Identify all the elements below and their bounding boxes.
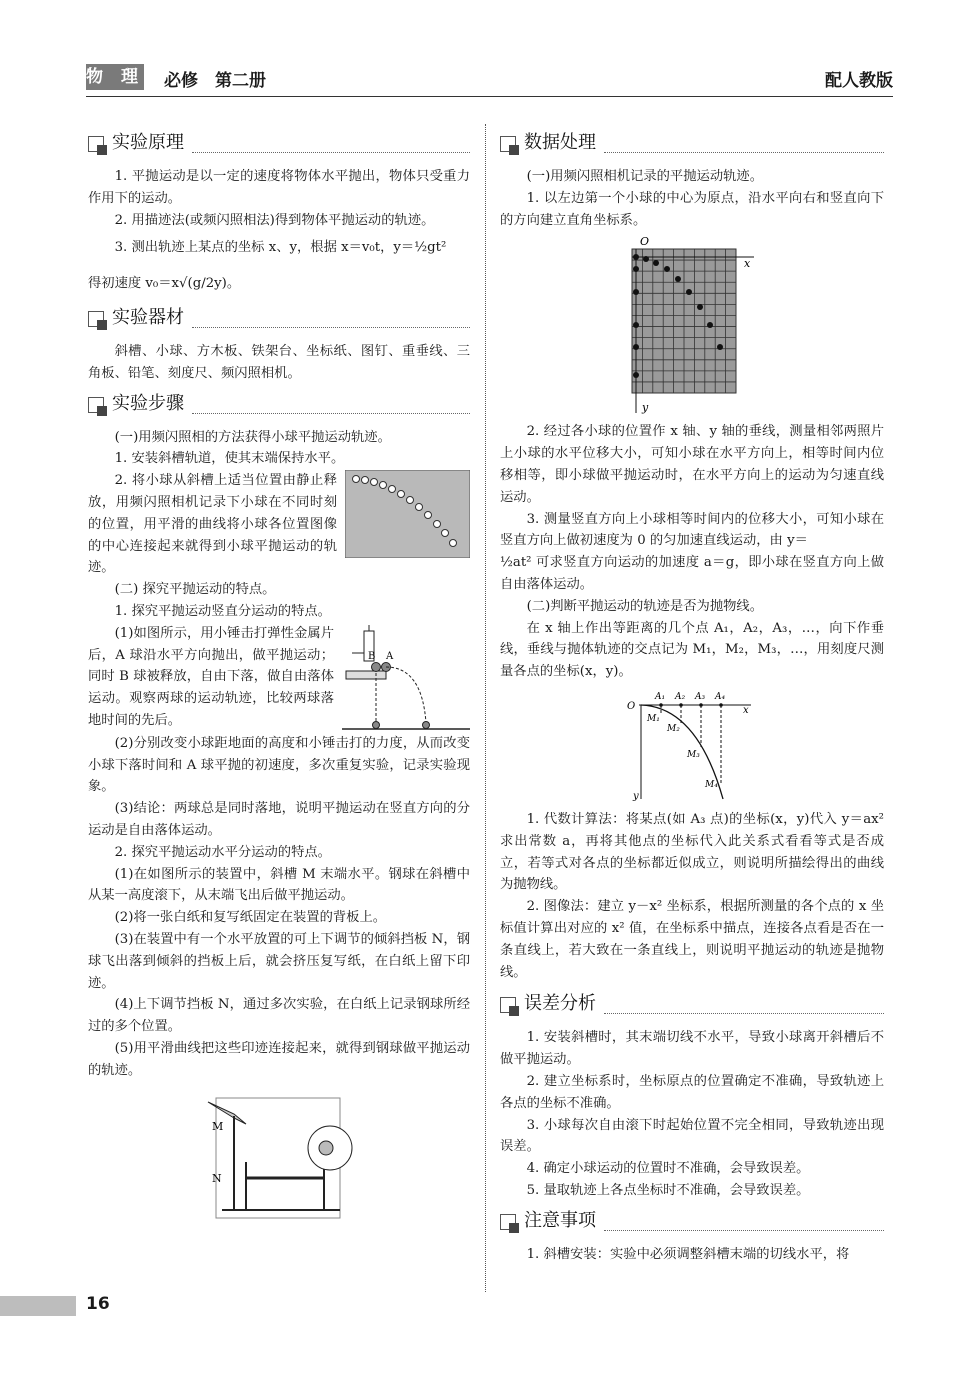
paragraph: 5. 量取轨迹上各点坐标时不准确，会导致误差。: [526, 1182, 810, 1198]
paragraph: 1. 探究平抛运动竖直分运动的特点。: [114, 603, 331, 619]
page-header: [86, 58, 893, 97]
section-title: 实验器材: [112, 306, 184, 328]
label-n: N: [212, 1171, 222, 1185]
grid-photo-figure: [622, 235, 762, 415]
section-box-icon: [500, 997, 516, 1013]
footer-bar: [0, 1296, 76, 1316]
incline-board-figure: [194, 1092, 364, 1222]
paragraph: 3. 小球每次自由滚下时起始位置不完全相同，导致轨迹出现误差。: [500, 1117, 884, 1155]
paragraph: (1)在如图所示的装置中，斜槽 M 末端水平。钢球在斜槽中从某一高度滚下，从末端飞出后做平抛运动。: [88, 866, 470, 904]
point-a4-label: A₄: [715, 691, 726, 702]
section-rule: [604, 1013, 884, 1014]
paragraph: 1. 安装斜槽轨道，使其末端保持水平。: [114, 451, 345, 467]
section-heading-data: [500, 130, 884, 160]
parabola-points-figure: [627, 687, 757, 805]
section-heading-error: [500, 991, 884, 1021]
hammer-apparatus-figure: [342, 623, 470, 733]
origin-label: O: [640, 235, 650, 249]
section-box-icon: [500, 1214, 516, 1230]
page-number: 16: [86, 1294, 110, 1314]
point-m2-label: M₂: [667, 723, 680, 734]
paragraph: 2. 探究平抛运动水平分运动的特点。: [114, 844, 331, 860]
section-rule: [604, 152, 884, 153]
section-title: 注意事项: [524, 1209, 596, 1231]
section-heading-equipment: [88, 305, 470, 335]
label-m: M: [212, 1119, 224, 1133]
paragraph: 1. 安装斜槽时，其末端切线不水平，导致小球离开斜槽后不做平抛运动。: [500, 1030, 884, 1068]
paragraph: 1. 以左边第一个小球的中心为原点，沿水平向右和竖直向下的方向建立直角坐标系。: [500, 190, 884, 228]
paragraph: (2)分别改变小球距地面的高度和小锤击打的力度，从而改变小球下落时间和 A 球平抛的初速度，多次重复实验，记录实验现象。: [88, 735, 470, 795]
step-ab-block: [88, 623, 470, 733]
right-column: [500, 128, 884, 1266]
point-m4-label: M₄: [705, 779, 718, 790]
section-title: 实验原理: [112, 132, 184, 153]
x-axis-label: x: [744, 257, 751, 271]
paragraph: (一)用频闪照相的方法获得小球平抛运动轨迹。: [114, 429, 391, 445]
paragraph: (3)结论：两球总是同时落地，说明平抛运动在竖直方向的分运动是自由落体运动。: [88, 801, 470, 838]
paragraph: 4. 确定小球运动的位置时不准确，会导致误差。: [526, 1161, 810, 1177]
section-box-icon: [88, 311, 104, 327]
paragraph: (4)上下调节挡板 N，通过多次实验，在白纸上记录钢球所经过的多个位置。: [88, 997, 470, 1035]
point-m3-label: M₃: [687, 749, 700, 760]
ball-b-label: B: [368, 650, 376, 662]
paragraph: 1. 平抛运动是以一定的速度将物体水平抛出，物体只受重力作用下的运动。: [88, 169, 470, 206]
paragraph: 斜槽、小球、方木板、铁架台、坐标纸、图钉、重垂线、三角板、铅笔、刻度尺、频闪照相机。: [88, 343, 470, 381]
paragraph: (一)用频闪照相机记录的平抛运动轨迹。: [526, 169, 764, 184]
paragraph: 得初速度 v₀＝x√(g/2y)。: [88, 276, 241, 292]
section-heading-notes: [500, 1208, 884, 1238]
section-box-icon: [500, 136, 516, 152]
section-rule: [192, 327, 470, 328]
paragraph: ½at² 可求竖直方向运动的加速度 a＝g，即小球在竖直方向上做自由落体运动。: [500, 555, 884, 592]
edition-label: 配人教版: [825, 71, 893, 91]
point-a3-label: A₃: [695, 691, 706, 702]
paragraph: (1)如图所示，用小锤击打弹性金属片后，A 球沿水平方向抛出，做平抛运动；同时 B 球被释放，自由下落，做自由落体运动。观察两球的运动轨迹，比较两球落地时间的先后。: [88, 625, 334, 728]
x-axis-label: x: [743, 704, 749, 716]
paragraph: 2. 建立坐标系时，坐标原点的位置确定不准确，导致轨迹上各点的坐标不准确。: [500, 1073, 884, 1111]
strobe-photo-figure: [345, 470, 470, 558]
paragraph: 2. 图像法：建立 y－x² 坐标系，根据所测量的各个点的 x 坐标值计算出对应的 x² 值，在坐标系中描点，连接各点看是否在一条直线上，若大致在一条直线上，则说明平抛运动的轨迹是抛物线。: [500, 899, 884, 980]
paragraph: (3)在装置中有一个水平放置的可上下调节的倾斜挡板 N，钢球飞出落到倾斜的挡板上后，就会挤压复写纸，在白纸上留下印迹。: [88, 931, 470, 991]
left-column: [88, 128, 470, 1226]
book-title: 必修 第二册: [164, 71, 266, 91]
paragraph: 2. 用描迹法(或频闪照相法)得到物体平抛运动的轨迹。: [114, 212, 435, 228]
point-a2-label: A₂: [675, 691, 686, 702]
section-heading-principle: [88, 130, 470, 160]
section-rule: [192, 413, 470, 414]
y-axis-label: y: [633, 790, 639, 802]
subject-tag: 物 理: [86, 64, 144, 90]
paragraph: 3. 测量竖直方向上小球相等时间内的位移大小，可知小球在竖直方向上做初速度为 0 的匀加速直线运动，由 y＝: [500, 511, 884, 549]
section-title: 数据处理: [524, 132, 596, 153]
paragraph: (二) 探究平抛运动的特点。: [114, 582, 276, 598]
step2-block: [88, 470, 470, 579]
column-divider: [485, 124, 486, 1292]
paragraph: (5)用平滑曲线把这些印迹连接起来，就得到钢球做平抛运动的轨迹。: [88, 1040, 470, 1078]
section-title: 误差分析: [524, 993, 596, 1015]
ball-a-label: A: [386, 650, 394, 662]
origin-label: O: [627, 700, 636, 712]
section-rule: [192, 152, 470, 153]
paragraph: (二)判断平抛运动的轨迹是否为抛物线。: [526, 598, 764, 614]
paragraph: 1. 斜槽安装：实验中必须调整斜槽末端的切线水平，将: [526, 1246, 850, 1262]
paragraph: 2. 将小球从斜槽上适当位置由静止释放，用频闪照相机记录下小球在不同时刻的位置，用平滑的曲线将小球各位置图像的中心连接起来就得到小球平抛运动的轨迹。: [88, 473, 337, 576]
y-axis-label: y: [642, 401, 649, 415]
paragraph: (2)将一张白纸和复写纸固定在装置的背板上。: [114, 910, 387, 926]
paragraph: 2. 经过各小球的位置作 x 轴、y 轴的垂线，测量相邻两照片上小球的水平位移大小，可知小球在水平方向上，相等时间内位移相等，即小球做平抛运动时，在水平方向上的运动为匀速直线运动。: [500, 424, 884, 505]
point-m1-label: M₁: [647, 713, 660, 724]
section-title: 实验步骤: [112, 392, 184, 414]
section-box-icon: [88, 136, 104, 152]
paragraph: 在 x 轴上作出等距离的几个点 A₁，A₂，A₃，…，向下作垂线，垂线与抛体轨迹的交点记为 M₁，M₂，M₃，…，用刻度尺测量各点的坐标(x，y)。: [500, 620, 884, 680]
paragraph: 1. 代数计算法：将某点(如 A₃ 点)的坐标(x，y)代入 y＝ax² 求出常数 a，再将其他点的坐标代入此关系式看看等式是否成立，若等式对各点的坐标都近似成立，则说明所描绘得出的曲线为抛物线。: [500, 811, 884, 893]
section-box-icon: [88, 397, 104, 413]
paragraph: 3. 测出轨迹上某点的坐标 x、y，根据 x＝v₀t，y＝½gt²: [114, 240, 447, 256]
section-heading-steps: [88, 391, 470, 421]
point-a1-label: A₁: [655, 691, 666, 702]
section-rule: [604, 1230, 884, 1231]
